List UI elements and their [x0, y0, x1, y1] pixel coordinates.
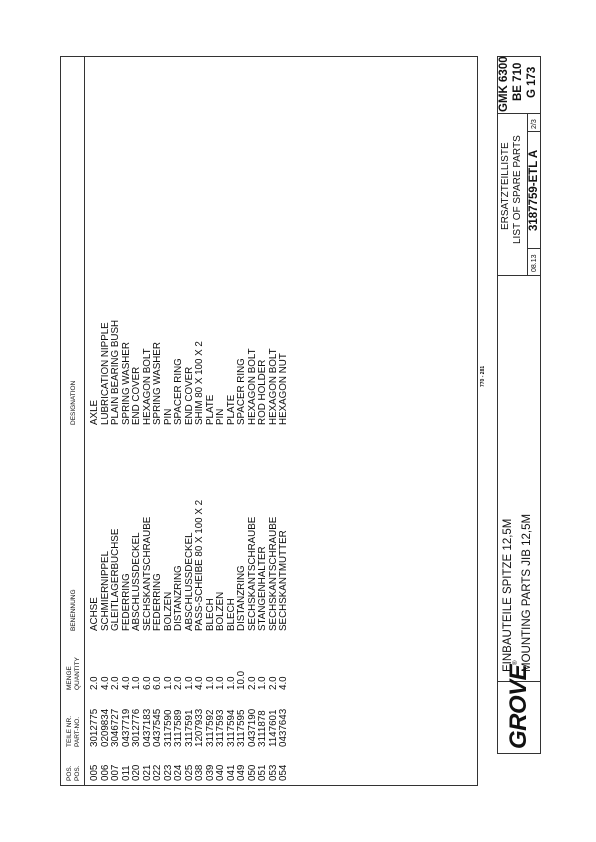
cell-qty: 2.0	[89, 676, 100, 690]
cell-qty: 4.0	[278, 676, 289, 690]
cell-part: 3117592	[204, 709, 216, 747]
column-quantity	[90, 671, 290, 690]
date-divider	[527, 248, 541, 249]
cell-qty: 10.0	[236, 670, 247, 690]
header-benennung: BENENNUNG	[70, 589, 77, 631]
cell-part: 0437643	[278, 708, 289, 747]
title-english: MOUNTING PARTS JIB 12,5M	[521, 513, 533, 672]
column-part-no	[90, 709, 290, 747]
cell-qty: 2.0	[246, 676, 258, 690]
header-quantity: MENGE QUANTITY	[66, 657, 81, 690]
cell-en: SPACER RING	[173, 358, 184, 425]
column-designation	[90, 320, 290, 425]
cell-pos: 049	[236, 764, 247, 781]
cell-part: 0437545	[152, 708, 163, 747]
cell-qty: 6.0	[141, 676, 153, 690]
cell-pos: 023	[162, 764, 174, 781]
cell-de: ABSCHLUSSDECKEL	[183, 532, 195, 631]
cell-de: DISTANZRING	[236, 565, 247, 631]
cell-en: SPRING WASHER	[120, 342, 132, 425]
cell-pos: 041	[225, 764, 237, 781]
cell-en: HEXAGON BOLT	[246, 348, 258, 425]
cell-de: BOLZEN	[162, 591, 174, 631]
cell-pos: 050	[246, 764, 258, 781]
cell-en: PLATE	[204, 394, 216, 425]
cell-en: AXLE	[89, 399, 100, 425]
title-divider	[497, 275, 541, 276]
cell-de: FEDERRING	[152, 573, 163, 631]
cell-part: 0437719	[120, 708, 132, 747]
cell-qty: 2.0	[110, 676, 121, 690]
cell-part: 0437190	[246, 708, 258, 747]
cell-de: DISTANZRING	[173, 565, 184, 631]
be-number: BE 710	[512, 62, 524, 101]
cell-part: 3012775	[89, 708, 100, 747]
cell-part: 3117594	[225, 709, 237, 747]
date: 08.13	[531, 254, 538, 272]
cell-de: ABSCHLUSSDECKEL	[131, 532, 142, 631]
cell-pos: 040	[215, 764, 226, 781]
cell-en: HEXAGON BOLT	[267, 348, 279, 425]
cell-pos: 011	[120, 765, 132, 781]
cell-pos: 051	[257, 764, 268, 781]
cell-qty: 2.0	[173, 676, 184, 690]
cell-qty: 1.0	[225, 676, 237, 690]
cell-pos: 007	[110, 764, 121, 781]
cell-de: SCHMIERNIPPEL	[99, 550, 111, 631]
cell-pos: 022	[152, 764, 163, 781]
cell-part: 3046727	[110, 708, 121, 747]
cell-en: END COVER	[131, 366, 142, 425]
cell-part: 3117595	[236, 709, 247, 747]
header-pos: POS. POS.	[66, 765, 81, 781]
cell-part: 1147601	[267, 709, 279, 747]
cell-part: 3117591	[183, 709, 195, 747]
cell-en: SHIM 80 X 100 X 2	[194, 341, 205, 425]
cell-de: SECHSKANTMUTTER	[278, 530, 289, 631]
cell-pos: 038	[194, 764, 205, 781]
cell-qty: 1.0	[131, 676, 142, 690]
cell-de: ACHSE	[89, 597, 100, 631]
cell-en: PIN	[162, 408, 174, 425]
title-german: EINBAUTEILE SPITZE 12,5M	[502, 518, 514, 672]
cell-de: PASS-SCHEIBE 80 X 100 X 2	[194, 499, 205, 631]
document-number: 3187759-ETL A	[528, 149, 540, 231]
cell-en: PIN	[215, 408, 226, 425]
cell-pos: 020	[131, 764, 142, 781]
cell-part: 3117589	[173, 709, 184, 747]
cell-en: ROD HOLDER	[257, 359, 268, 425]
header-divider	[84, 56, 85, 786]
cell-qty: 1.0	[257, 676, 268, 690]
cell-pos: 054	[278, 764, 289, 781]
cell-en: HEXAGON NUT	[278, 353, 289, 425]
cell-qty: 2.0	[267, 676, 279, 690]
header-designation: DESIGNATION	[70, 380, 77, 425]
cell-qty: 1.0	[183, 676, 195, 690]
cell-pos: 021	[141, 764, 153, 781]
cell-part: 0209834	[99, 708, 111, 747]
list-title-english: LIST OF SPARE PARTS	[512, 135, 523, 244]
sheet-divider	[527, 131, 541, 132]
cell-qty: 1.0	[204, 676, 216, 690]
cell-qty: 4.0	[194, 676, 205, 690]
header-part-no: TEILE NR. PART-NO.	[66, 715, 81, 747]
drawing-code: 770 - 281	[480, 365, 486, 387]
cell-qty: 1.0	[162, 676, 174, 690]
column-benennung	[90, 500, 290, 631]
cell-pos: 024	[173, 764, 184, 781]
cell-part: 1207933	[194, 708, 205, 747]
cell-en: SPRING WASHER	[152, 342, 163, 425]
cell-de: BLECH	[204, 598, 216, 631]
cell-en: PLAIN BEARING BUSH	[110, 319, 121, 425]
cell-part: 3117590	[162, 709, 174, 747]
cell-en: HEXAGON BOLT	[141, 348, 153, 425]
list-title-german: ERSATZTEILLISTE	[500, 142, 511, 230]
cell-de: GLEITLAGERBUCHSE	[110, 528, 121, 631]
cell-de: SECHSKANTSCHRAUBE	[141, 516, 153, 631]
cell-de: SECHSKANTSCHRAUBE	[246, 516, 258, 631]
cell-de: BOLZEN	[215, 591, 226, 631]
cell-part: 3111878	[257, 710, 268, 747]
cell-pos: 053	[267, 764, 279, 781]
cell-qty: 6.0	[152, 676, 163, 690]
cell-en: LUBRICATION NIPPLE	[99, 322, 111, 425]
cell-qty: 4.0	[120, 676, 132, 690]
cell-en: SPACER RING	[236, 358, 247, 425]
cell-en: PLATE	[225, 394, 237, 425]
cell-de: STANGENHALTER	[257, 546, 268, 631]
cell-de: BLECH	[225, 598, 237, 631]
model: GMK 6300	[498, 56, 510, 112]
cell-qty: 4.0	[99, 676, 111, 690]
cell-part: 0437183	[141, 708, 153, 747]
cell-pos: 005	[89, 764, 100, 781]
cell-part: 3117593	[215, 709, 226, 747]
cell-en: END COVER	[183, 366, 195, 425]
cell-pos: 039	[204, 764, 216, 781]
cell-pos: 025	[183, 764, 195, 781]
sheet-number: 2/3	[531, 119, 538, 129]
cell-qty: 1.0	[215, 676, 226, 690]
list-divider	[497, 113, 541, 114]
column-pos	[90, 765, 290, 781]
g-number: G 173	[526, 66, 538, 98]
cell-part: 3012776	[131, 708, 142, 747]
grove-logo: GROVE®	[505, 660, 532, 749]
cell-de: FEDERRING	[120, 573, 132, 631]
cell-pos: 006	[99, 764, 111, 781]
cell-de: SECHSKANTSCHRAUBE	[267, 516, 279, 631]
